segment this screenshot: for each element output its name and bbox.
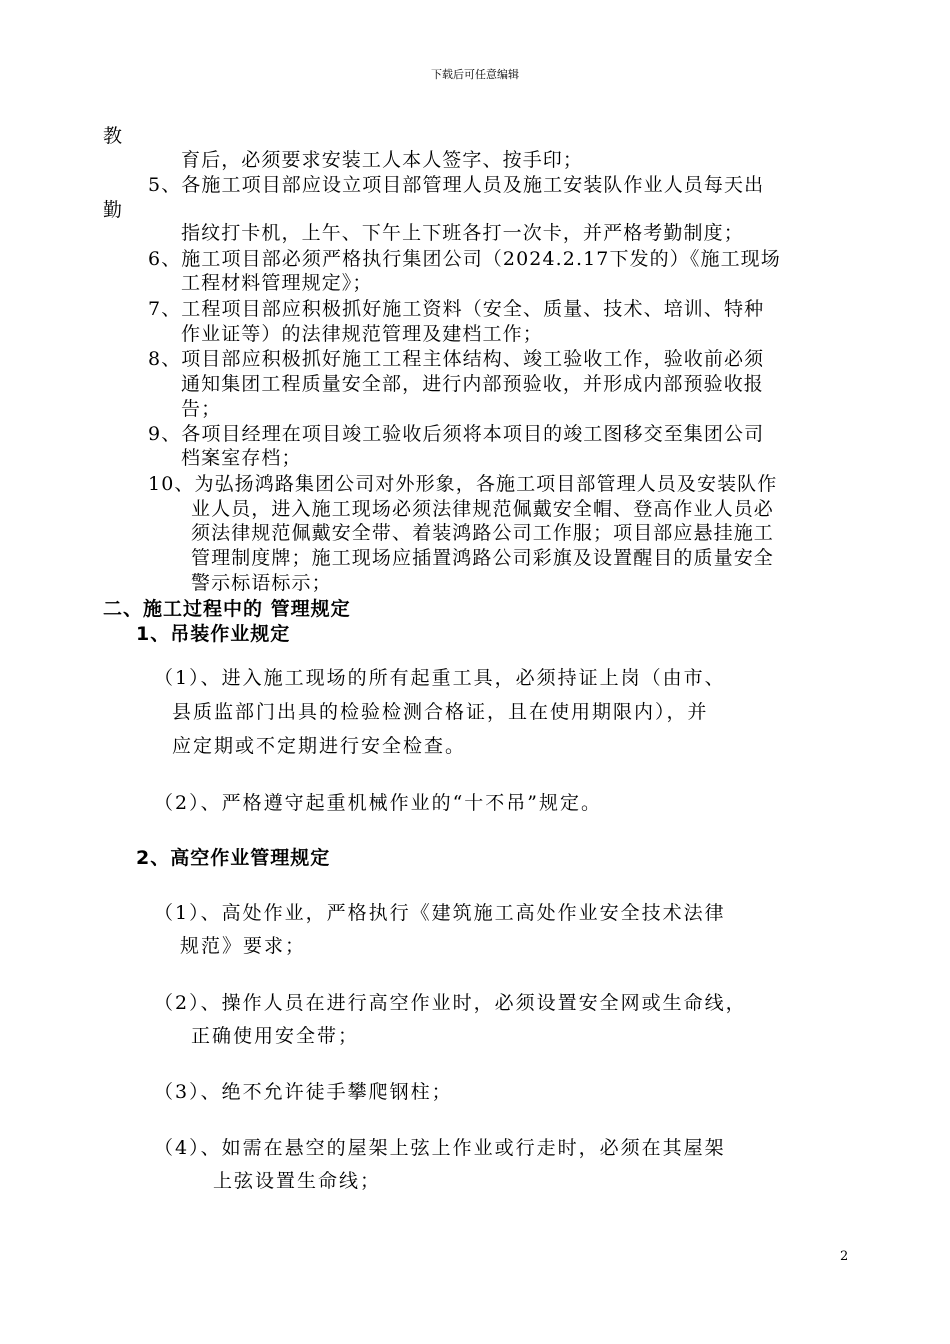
page-header: 下载后可任意编辑 bbox=[431, 68, 519, 81]
text-line: 作业证等）的法律规范管理及建档工作； bbox=[181, 323, 543, 345]
text-line: 教 bbox=[103, 125, 124, 147]
text-line: （1）、进入施工现场的所有起重工具，必须持证上岗（由市、 bbox=[154, 667, 726, 689]
text-line: 业人员，进入施工现场必须法律规范佩戴安全帽、登高作业人员必 bbox=[191, 498, 774, 520]
text-line: （1）、高处作业，严格执行《建筑施工高处作业安全技术法律 bbox=[154, 902, 726, 924]
text-line: 应定期或不定期进行安全检查。 bbox=[172, 735, 467, 757]
text-line: 9、各项目经理在项目竣工验收后须将本项目的竣工图移交至集团公司 bbox=[148, 423, 765, 445]
text-line: 8、项目部应积极抓好施工工程主体结构、竣工验收工作，验收前必须 bbox=[148, 348, 765, 370]
text-line: （2）、操作人员在进行高空作业时，必须设置安全网或生命线， bbox=[154, 992, 747, 1014]
page-number: 2 bbox=[840, 1249, 849, 1264]
subsection-heading: 2、高空作业管理规定 bbox=[136, 847, 331, 869]
text-line: （4）、如需在悬空的屋架上弦上作业或行走时，必须在其屋架 bbox=[154, 1137, 726, 1159]
text-line: 指纹打卡机，上午、下午上下班各打一次卡，并严格考勤制度； bbox=[181, 222, 744, 244]
text-line: 县质监部门出具的检验检测合格证，且在使用期限内），并 bbox=[172, 701, 709, 723]
text-line: 告； bbox=[181, 398, 222, 420]
text-line: 上弦设置生命线； bbox=[213, 1170, 382, 1192]
text-line: （3）、绝不允许徒手攀爬钢柱； bbox=[154, 1081, 453, 1103]
text-line: 管理制度牌；施工现场应插置鸿路公司彩旗及设置醒目的质量安全 bbox=[191, 547, 774, 569]
text-line: （2）、严格遵守起重机械作业的“十不吊”规定。 bbox=[154, 792, 603, 814]
text-line: 通知集团工程质量安全部，进行内部预验收，并形成内部预验收报 bbox=[181, 373, 764, 395]
text-line: 档案室存档； bbox=[181, 447, 302, 469]
text-line: 工程材料管理规定》； bbox=[181, 272, 373, 294]
text-line: 7、工程项目部应积极抓好施工资料（安全、质量、技术、培训、特种 bbox=[148, 298, 765, 320]
text-line: 10、为弘扬鸿路集团公司对外形象，各施工项目部管理人员及安装队作 bbox=[148, 473, 778, 495]
text-line: 正确使用安全带； bbox=[191, 1025, 360, 1047]
text-line: 5、各施工项目部应设立项目部管理人员及施工安装队作业人员每天出 bbox=[148, 174, 765, 196]
text-line: 须法律规范佩戴安全带、着装鸿路公司工作服；项目部应悬挂施工 bbox=[191, 522, 774, 544]
text-line: 规范》要求； bbox=[180, 935, 307, 957]
text-line: 6、施工项目部必须严格执行集团公司（2024.2.17下发的）《施工现场 bbox=[148, 248, 781, 270]
text-line: 育后，必须要求安装工人本人签字、按手印； bbox=[181, 149, 584, 171]
text-line: 勤 bbox=[103, 199, 124, 221]
section-heading: 二、施工过程中的 管理规定 bbox=[103, 598, 351, 620]
subsection-heading: 1、吊装作业规定 bbox=[136, 623, 291, 645]
text-line: 警示标语标示； bbox=[191, 572, 332, 594]
